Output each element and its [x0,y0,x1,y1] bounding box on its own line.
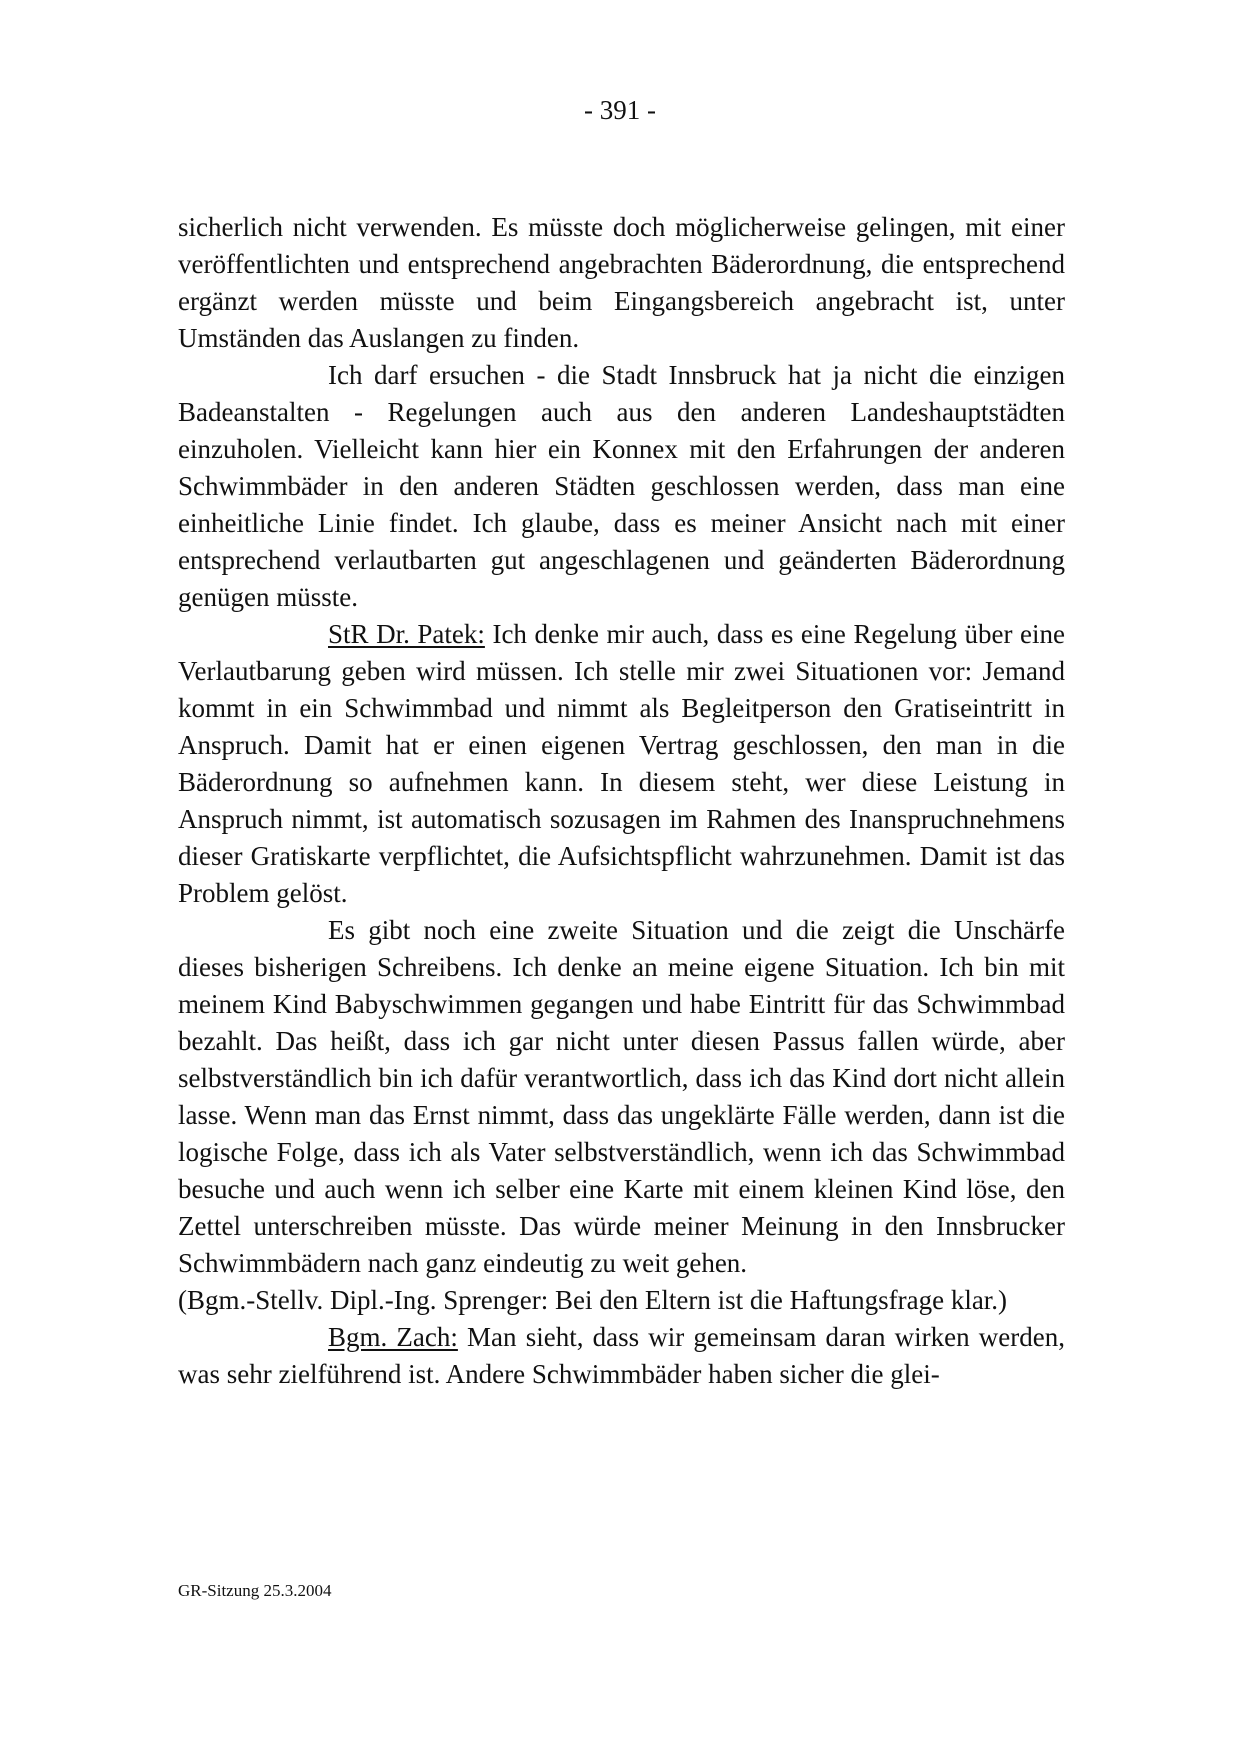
paragraph-patek-text: Ich denke mir auch, dass es eine Regelung über eine Verlautbarung geben wird müssen. Ich stelle mir zwei Situationen vor: Jemand kommt in ein Schwimmbad und nimmt als Begleitperson den Gratiseintritt in Anspruch. Damit hat er einen eigenen Vertrag geschlossen, den man in die Bäderordnung so aufnehmen kann. In diesem steht, wer diese Leistung in Anspruch nimmt, ist automatisch sozusagen im Rahmen des Inanspruchnehmens dieser Gratiskarte verpflichtet, die Aufsichtspflicht wahrzunehmen. Damit ist das Problem gelöst. [178,619,1065,908]
speaker-label-zach: Bgm. Zach: [328,1322,458,1352]
paragraph-zach-text: Man sieht, dass wir gemeinsam daran wirken werden, was sehr zielführend ist. Andere Schwimmbäder haben sicher die glei- [178,1322,1065,1389]
paragraph-2: Ich darf ersuchen - die Stadt Innsbruck hat ja nicht die einzigen Badeanstalten - Regelungen auch aus den anderen Landeshauptstädten einzuholen. Vielleicht kann hier ein Konnex mit den Erfahrungen der anderen Schwimmbäder in den anderen Städten geschlossen werden, dass man eine einheitliche Linie findet. Ich glaube, dass es meiner Ansicht nach mit einer entsprechend verlautbarten gut angeschlagenen und geänderten Bäderordnung genügen müsste. [178,360,1065,612]
paragraph-patek [178,616,1065,912]
paragraph-1: sicherlich nicht verwenden. Es müsste doch möglicherweise gelingen, mit einer veröffentlichten und entsprechend angebrachten Bäderordnung, die entsprechend ergänzt werden müsste und beim Eingangsbereich angebracht ist, unter Umständen das Auslangen zu finden. [178,212,1065,353]
page-footer: GR-Sitzung 25.3.2004 [178,1581,332,1600]
document-body [178,209,1065,1393]
page-number: - 391 - [584,95,656,125]
interjection: (Bgm.-Stellv. Dipl.-Ing. Sprenger: Bei den Eltern ist die Haftungsfrage klar.) [178,1285,1008,1315]
paragraph-4: Es gibt noch eine zweite Situation und die zeigt die Unschärfe dieses bisherigen Schreibens. Ich denke an meine eigene Situation. Ich bin mit meinem Kind Babyschwimmen gegangen und habe Eintritt für das Schwimmbad bezahlt. Das heißt, dass ich gar nicht unter diesen Passus fallen würde, aber selbstverständlich bin ich dafür verantwortlich, dass ich das Kind dort nicht allein lasse. Wenn man das Ernst nimmt, dass das ungeklärte Fälle werden, dann ist die logische Folge, dass ich als Vater selbstverständlich, wenn ich das Schwimmbad besuche und auch wenn ich selber eine Karte mit einem kleinen Kind löse, den Zettel unterschreiben müsste. Das würde meiner Meinung in den Innsbrucker Schwimmbädern nach ganz eindeutig zu weit gehen. [178,915,1065,1278]
paragraph-zach [178,1319,1065,1393]
speaker-label-patek: StR Dr. Patek: [328,619,485,649]
